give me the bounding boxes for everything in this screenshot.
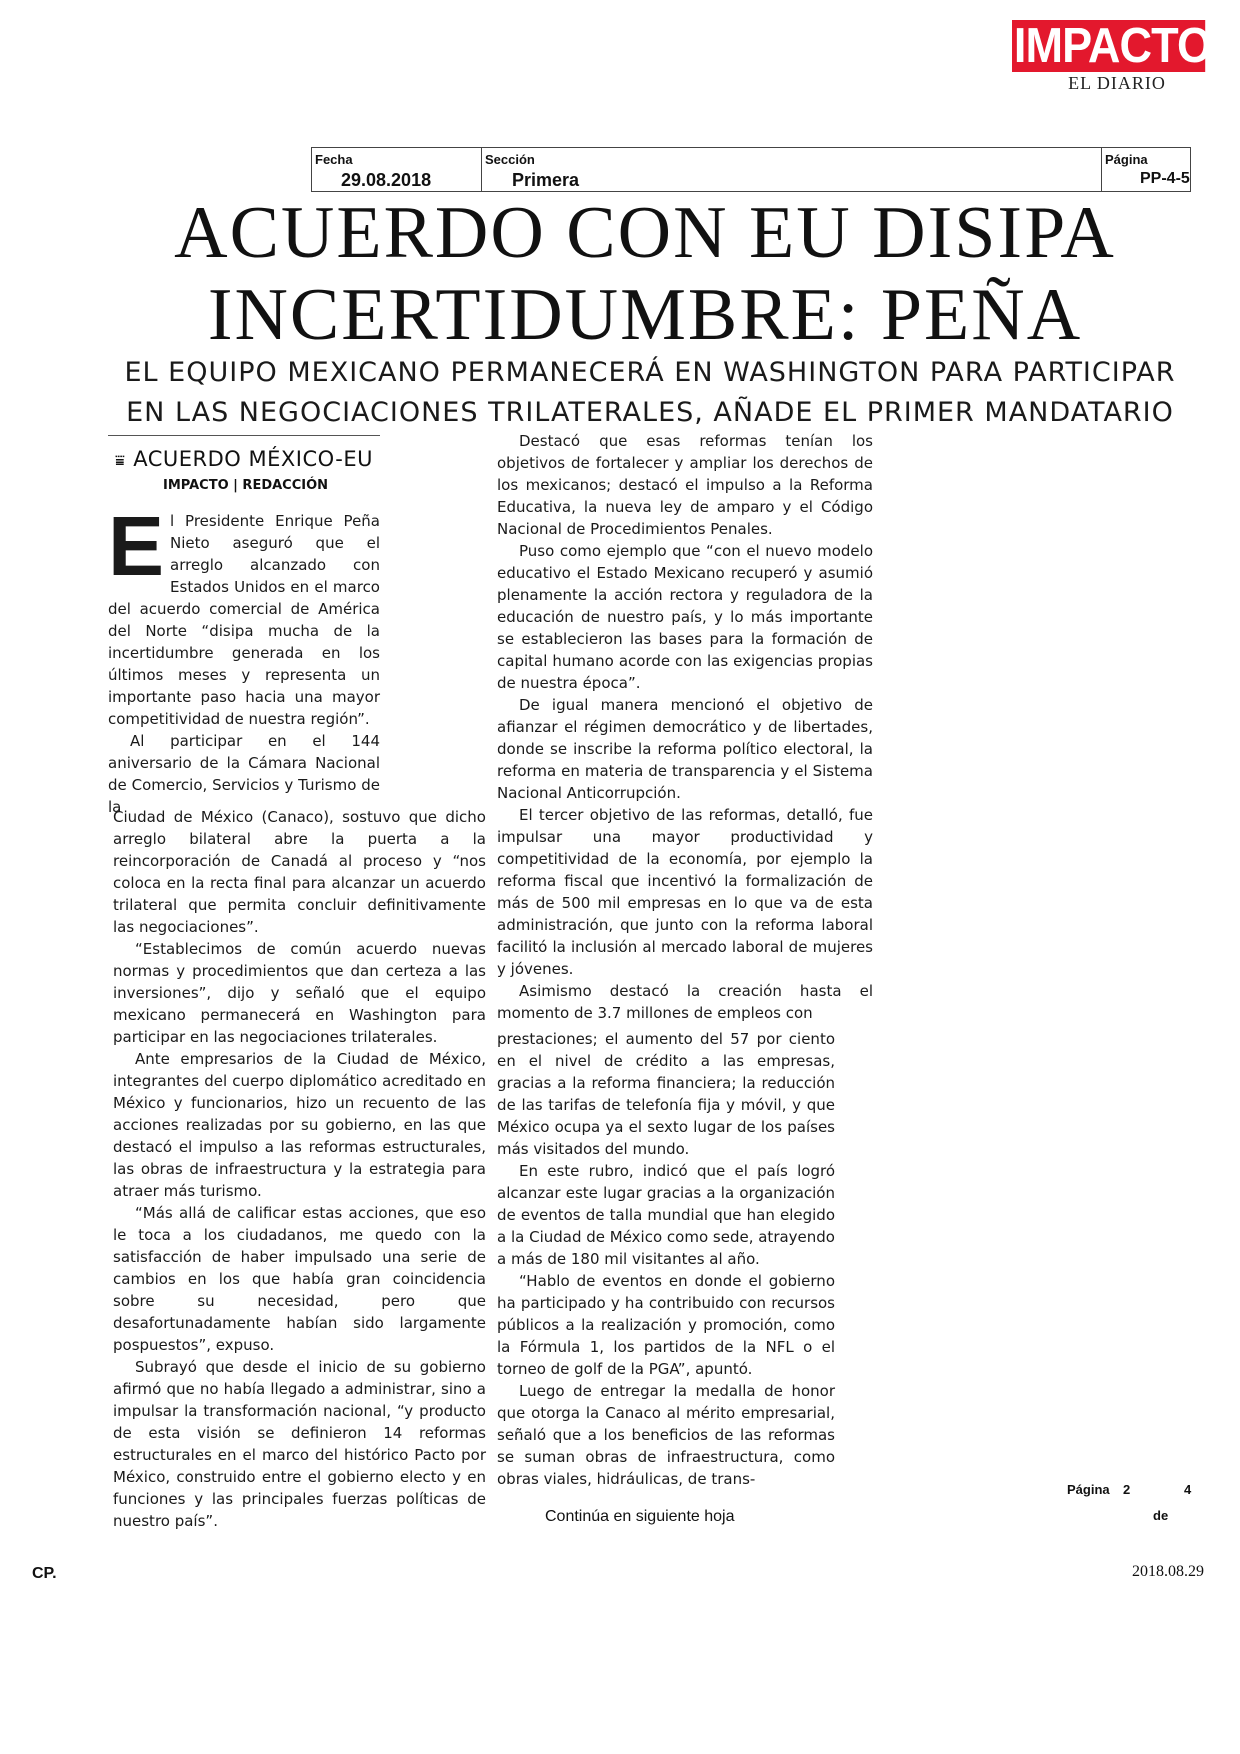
page-counter-total: 4 xyxy=(1184,1482,1192,1497)
headline-line-2: INCERTIDUMBRE: PEÑA xyxy=(207,274,1083,356)
fecha-value: 29.08.2018 xyxy=(341,170,432,190)
article-paragraph: “Hablo de eventos en donde el gobierno ha participado y ha contribuido con recursos públicos a la realización y promoción, como la Fórmula 1, los partidos de la NFL o el torneo de golf de la PGA”, apuntó. xyxy=(497,1272,835,1378)
logo-wordmark: IMPACTO xyxy=(1013,19,1212,73)
article-paragraph: En este rubro, indicó que el país logró alcanzar este lugar gracias a la organización de eventos de talla mundial que han elegido a la Ciudad de México como sede, atrayendo a más de 180 mil visitantes al año. xyxy=(497,1162,835,1268)
headline xyxy=(105,192,1185,356)
seccion-label: Sección xyxy=(485,152,535,167)
article-paragraph: “Más allá de calificar estas acciones, que eso le toca a los ciudadanos, me quedo con la satisfacción de haber impulsado una serie de cambios en los que había gran coincidencia sobre su necesidad, pero que desafortunadamente habían sido largamente pospuestos”, expuso. xyxy=(113,1204,486,1354)
section-tag xyxy=(115,447,373,471)
section-marker-icon: ⩸ xyxy=(115,451,126,470)
article-column-2-top xyxy=(497,430,873,1024)
byline: IMPACTO | REDACCIÓN xyxy=(163,478,329,493)
footer-date: 2018.08.29 xyxy=(1132,1563,1204,1580)
pagina-value: PP-4-5 xyxy=(1140,170,1190,187)
article-paragraph: Asimismo destacó la creación hasta el momento de 3.7 millones de empleos con xyxy=(497,982,873,1022)
article-paragraph: Ante empresarios de la Ciudad de México, integrantes del cuerpo diplomático acreditado en México y funcionarios, hizo un recuento de las acciones realizadas por su gobierno, en las que destacó el impulso a las reformas estructurales, las obras de infraestructura y la estrategia para atraer más turismo. xyxy=(113,1050,486,1200)
subhead-line-2: EN LAS NEGOCIACIONES TRILATERALES, AÑADE EL PRIMER MANDATARIO xyxy=(126,397,1174,428)
article-paragraph: De igual manera mencionó el objetivo de afianzar el régimen democrático y de libertades, donde se inscribe la reforma político electoral, la reforma en materia de transparencia y el Sistema Nacional Anticorrupción. xyxy=(497,696,873,802)
pagina-label: Página xyxy=(1105,152,1148,167)
continues-note: Continúa en siguiente hoja xyxy=(545,1508,735,1525)
article-column-2-bottom xyxy=(497,1028,835,1490)
page-counter-de: de xyxy=(1153,1508,1169,1523)
article-paragraph: Luego de entregar la medalla de honor que otorga la Canaco al mérito empresarial, señaló que a los beneficios de las reformas se suman obras de infraestructura, como obras viales, hidráulicas, de trans- xyxy=(497,1382,835,1488)
fecha-label: Fecha xyxy=(315,152,353,167)
article-column-1-top xyxy=(108,499,380,818)
article-column-1-bottom xyxy=(113,806,486,1532)
pagina-cell xyxy=(1102,148,1190,191)
section-divider xyxy=(108,435,380,436)
article-paragraph: Subrayó que desde el inicio de su gobierno afirmó que no había llegado a administrar, sino a impulsar la transformación nacional, “y producto de esta visión se definieron 14 reformas estructurales en el marco del histórico Pacto por México, construido entre el gobierno electo y en funciones y las principales fuerzas políticas de nuestro país”. xyxy=(113,1358,486,1530)
logo-subtitle: EL DIARIO xyxy=(1068,73,1166,93)
subheadline xyxy=(110,353,1190,433)
article-paragraph: Ciudad de México (Canaco), sostuvo que dicho arreglo bilateral abre la puerta a la reincorporación de Canadá al proceso y “nos coloca en la recta final para alcanzar un acuerdo trilateral que permita concluir definitivamente las negociaciones”. xyxy=(113,808,486,936)
article-paragraph: El tercer objetivo de las reformas, detalló, fue impulsar una mayor productividad y competitividad de la economía, por ejemplo la reforma fiscal que incentivó la formalización de más de 500 mil empresas en lo que va de esta administración, que junto con la reforma laboral facilitó la inclusión al mercado laboral de mujeres y jóvenes. xyxy=(497,806,873,978)
article-paragraph: Al participar en el 144 aniversario de la Cámara Nacional de Comercio, Servicios y Turismo de la xyxy=(108,732,380,816)
fecha-cell xyxy=(312,148,482,191)
dropcap: E xyxy=(108,499,165,593)
article-paragraph: l Presidente Enrique Peña Nieto aseguró que el arreglo alcanzado con Estados Unidos en el marco del acuerdo comercial de América del Norte “disipa mucha de la incertidumbre generada en los últimos meses y representa un importante paso hacia una mayor competitividad de nuestra región”. xyxy=(108,512,380,728)
seccion-cell xyxy=(482,148,1102,191)
section-tag-text: ACUERDO MÉXICO-EU xyxy=(133,447,373,471)
article-paragraph: prestaciones; el aumento del 57 por ciento en el nivel de crédito a las empresas, gracias a la reforma financiera; la reducción de las tarifas de telefonía fija y móvil, y que México ocupa ya el sexto lugar de los países más visitados del mundo. xyxy=(497,1030,835,1158)
subhead-line-1: EL EQUIPO MEXICANO PERMANECERÁ EN WASHINGTON PARA PARTICIPAR xyxy=(124,357,1176,388)
article-paragraph: Destacó que esas reformas tenían los objetivos de fortalecer y ampliar los derechos de los mexicanos; destacó el impulso a la Reforma Educativa, la nueva ley de amparo y el Código Nacional de Procedimientos Penales. xyxy=(497,432,873,538)
page-counter-label: Página xyxy=(1067,1482,1110,1497)
impacto-logo xyxy=(1012,20,1222,94)
headline-line-1: ACUERDO CON EU DISIPA xyxy=(174,192,1116,274)
cp-mark: CP. xyxy=(32,1565,57,1582)
seccion-value: Primera xyxy=(512,170,580,190)
clipping-info-box xyxy=(311,147,1191,192)
page-counter-current: 2 xyxy=(1123,1482,1131,1497)
article-paragraph: “Establecimos de común acuerdo nuevas normas y procedimientos que dan certeza a las inversiones”, dijo y señaló que el equipo mexicano permanecerá en Washington para participar en las negociaciones trilaterales. xyxy=(113,940,486,1046)
article-paragraph: Puso como ejemplo que “con el nuevo modelo educativo el Estado Mexicano recuperó y asumió plenamente la acción rectora y reguladora de la educación de nuestro país, y lo más importante se establecieron las bases para la formación de capital humano acorde con las exigencias propias de nuestra época”. xyxy=(497,542,873,692)
